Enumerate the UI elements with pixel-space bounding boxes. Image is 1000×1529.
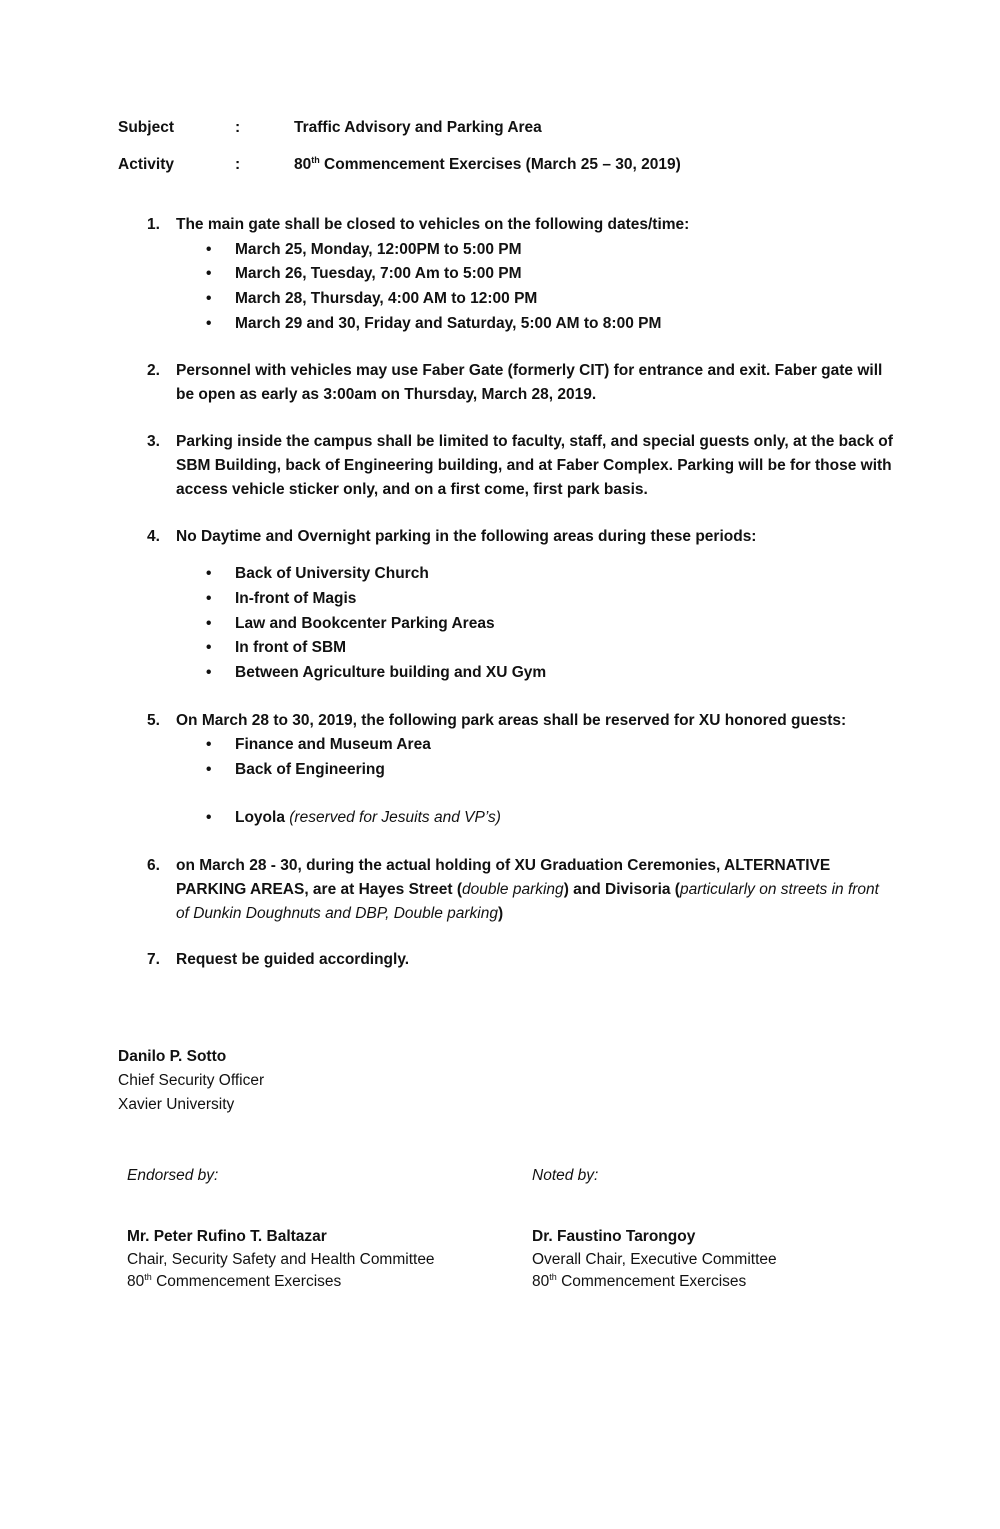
signatory-title: Chief Security Officer (118, 1072, 265, 1089)
item-3-text: Parking inside the campus shall be limited to faculty, staff, and special guests only, at the back of SBM Building, back of Engineering building, and at Faber Complex. Parking will be for those with access vehicle sticker only, and on a first come, first park basis. (176, 433, 893, 498)
item-1-bullet-4: • March 29 and 30, Friday and Saturday, 5:00 AM to 8:00 PM (235, 315, 661, 333)
noted-label: Noted by: (532, 1167, 599, 1184)
item-1-bullet-1: • March 25, Monday, 12:00PM to 5:00 PM (235, 241, 522, 259)
endorser-title: Chair, Security Safety and Health Committee (127, 1251, 435, 1268)
activity-ordinal: 80 (294, 156, 312, 173)
noter-event-ordinal: 80 (532, 1273, 550, 1290)
item-number-2: 2. (147, 362, 160, 379)
loyola-note: (reserved for Jesuits and VP’s) (289, 809, 501, 826)
item-5-bullet-1: • Finance and Museum Area (235, 736, 431, 754)
item-4-bullet-2: • In-front of Magis (235, 590, 356, 608)
activity-ordinal-suffix: th (311, 154, 320, 165)
item-6-part-d: particularly on streets in front of Dunkin Doughnuts and DBP, Double parking (176, 881, 879, 922)
activity-colon: : (235, 156, 241, 173)
endorsed-label: Endorsed by: (127, 1167, 219, 1184)
noter-event (532, 1271, 746, 1293)
noter-name: Dr. Faustino Tarongoy (532, 1228, 696, 1245)
activity-label: Activity (118, 156, 174, 173)
endorser-event-ordinal: 80 (127, 1273, 145, 1290)
item-5-bullet-2: • Back of Engineering (235, 761, 385, 779)
loyola-label: Loyola (235, 809, 285, 826)
activity-text: Commencement Exercises (March 25 – 30, 2019) (319, 156, 681, 173)
item-number-6: 6. (147, 857, 160, 874)
noter-event-suffix: th (549, 1271, 557, 1282)
item-6-part-e: ) (497, 905, 504, 922)
item-4-bullet-5: • Between Agriculture building and XU Gym (235, 664, 546, 682)
item-1-bullet-3: • March 28, Thursday, 4:00 AM to 12:00 PM (235, 290, 537, 308)
item-6-part-a: on March 28 - 30, during the actual holding of XU Graduation Ceremonies, ALTERNATIVE PARKING AREAS, are at Hayes Street ( (176, 857, 831, 898)
endorser-event (127, 1271, 341, 1293)
endorser-event-text: Commencement Exercises (151, 1273, 342, 1290)
signatory-org: Xavier University (118, 1096, 235, 1113)
item-6-text (176, 854, 896, 926)
item-number-3: 3. (147, 433, 160, 450)
activity-value (294, 156, 681, 174)
item-6-part-c: ) and Divisoria ( (563, 881, 680, 898)
item-4-bullet-4: • In front of SBM (235, 639, 346, 657)
item-4-bullet-1: • Back of University Church (235, 565, 429, 583)
item-7-text: Request be guided accordingly. (176, 951, 410, 968)
noter-title: Overall Chair, Executive Committee (532, 1251, 777, 1268)
subject-value: Traffic Advisory and Parking Area (294, 119, 542, 136)
item-6-part-b: double parking (461, 881, 564, 898)
subject-label: Subject (118, 119, 174, 136)
item-number-5: 5. (147, 712, 160, 729)
subject-colon: : (235, 119, 241, 136)
item-5-text: On March 28 to 30, 2019, the following park areas shall be reserved for XU honored guests: (176, 712, 847, 729)
item-4-bullet-3: • Law and Bookcenter Parking Areas (235, 615, 495, 633)
item-5-bullet-3 (235, 809, 501, 827)
item-1-bullet-2: • March 26, Tuesday, 7:00 Am to 5:00 PM (235, 265, 522, 283)
endorser-event-suffix: th (144, 1271, 152, 1282)
item-number-7: 7. (147, 951, 160, 968)
item-number-1: 1. (147, 216, 160, 233)
endorser-name: Mr. Peter Rufino T. Baltazar (127, 1228, 327, 1245)
item-2-text: Personnel with vehicles may use Faber Gate (formerly CIT) for entrance and exit. Faber gate will be open as early as 3:00am on Thursday, March 28, 2019. (176, 362, 883, 403)
signatory-name: Danilo P. Sotto (118, 1048, 227, 1065)
item-4-text: No Daytime and Overnight parking in the following areas during these periods: (176, 528, 757, 545)
item-number-4: 4. (147, 528, 160, 545)
item-1-text: The main gate shall be closed to vehicles on the following dates/time: (176, 216, 690, 233)
noter-event-text: Commencement Exercises (556, 1273, 747, 1290)
